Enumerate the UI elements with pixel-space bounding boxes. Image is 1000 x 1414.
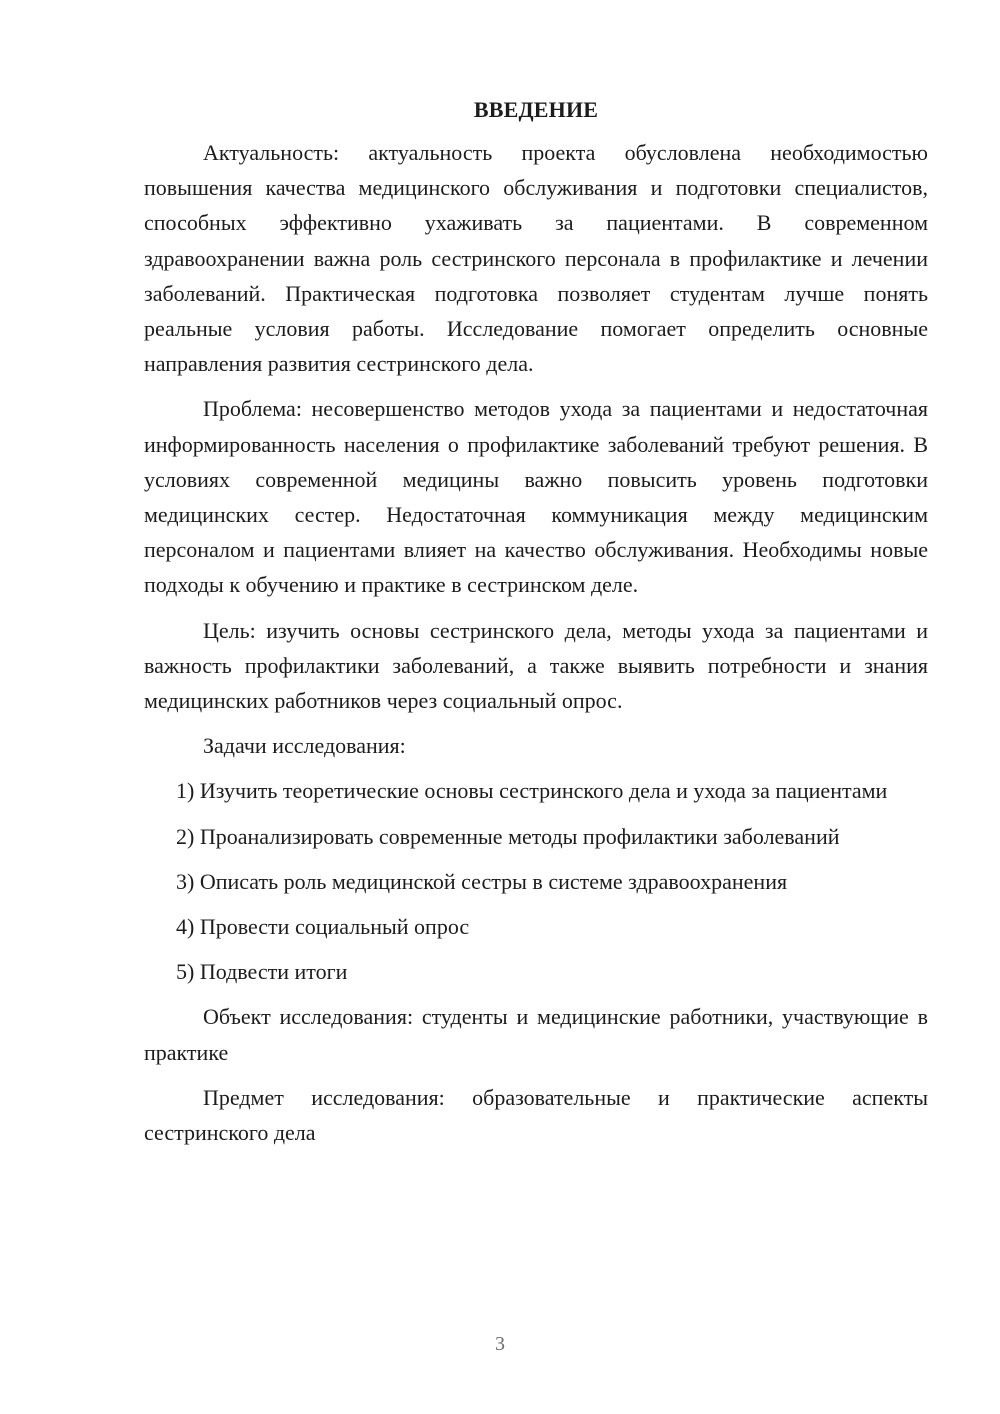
task-item-4: 4) Провести социальный опрос (176, 914, 470, 940)
task-item-5: 5) Подвести итоги (176, 959, 348, 985)
section-heading: ВВЕДЕНИЕ (473, 97, 599, 122)
tasks-title: Задачи исследования: (203, 733, 406, 759)
problem-paragraph: Проблема: несовершенство методов ухода за пациентами и недостаточная информированность населения о профилактике заболеваний требуют решения. В условиях современной медицины важно повысить уровень подготовки медицинских сестер. Недостаточная коммуникация между медицинским персоналом и пациентами влияет на качество обслуживания. Необходимы новые подходы к обучению и практике в сестринском деле. (144, 396, 928, 598)
task-item-3: 3) Описать роль медицинской сестры в системе здравоохранения (176, 868, 788, 894)
object-paragraph: Объект исследования: студенты и медицинские работники, участвующие в практике (144, 1004, 928, 1065)
document-page (144, 92, 928, 1160)
relevance-paragraph: Актуальность: актуальность проекта обусловлена необходимостью повышения качества медицинского обслуживания и подготовки специалистов, способных эффективно ухаживать за пациентами. В современном здравоохранении важна роль сестринского персонала в профилактике и лечении заболеваний. Практическая подготовка позволяет студентам лучше понять реальные условия работы. Исследование помогает определить основные направления развития сестринского дела. (144, 140, 928, 377)
goal-paragraph: Цель: изучить основы сестринского дела, методы ухода за пациентами и важность профилактики заболеваний, а также выявить потребности и знания медицинских работников через социальный опрос. (144, 617, 928, 714)
task-item-2: 2) Проанализировать современные методы профилактики заболеваний (176, 823, 840, 849)
task-item-1: 1) Изучить теоретические основы сестринского дела и ухода за пациентами (176, 778, 888, 804)
page-number: 3 (495, 1333, 505, 1355)
subject-paragraph: Предмет исследования: образовательные и практические аспекты сестринского дела (144, 1084, 928, 1146)
